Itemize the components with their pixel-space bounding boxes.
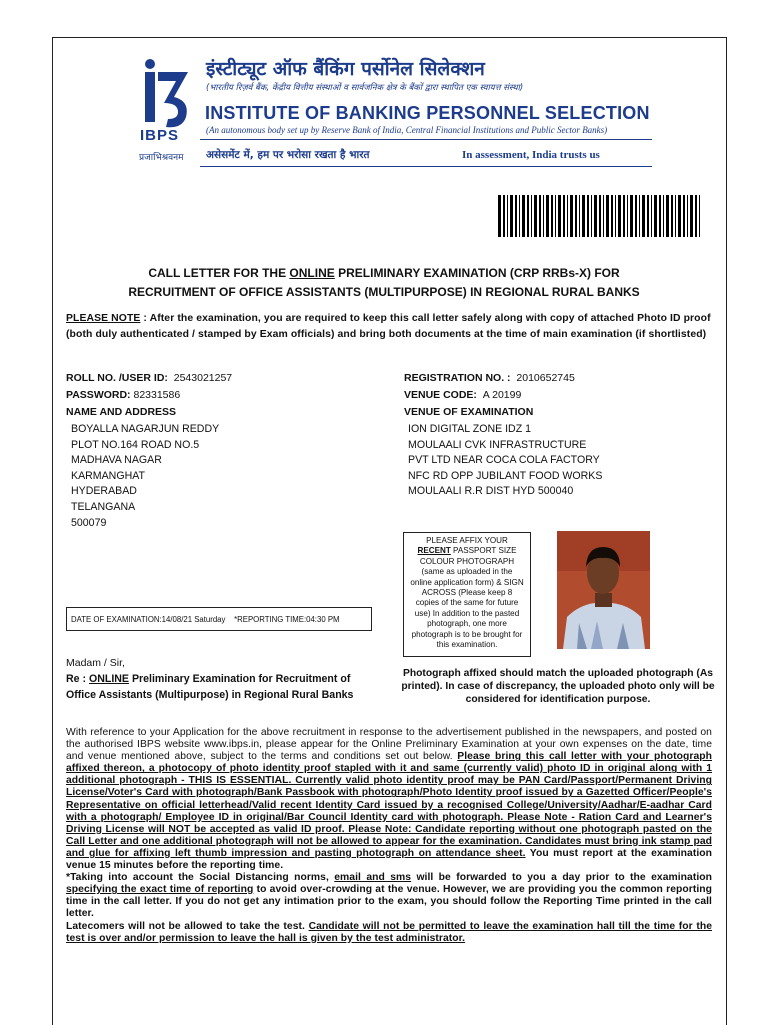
document-title-line1: CALL LETTER FOR THE ONLINE PRELIMINARY EXAMINATION (CRP RRBs-X) FOR [148,266,620,280]
venue-code: VENUE CODE: A 20199 [404,389,522,401]
roll-number: ROLL NO. /USER ID: 2543021257 [66,372,233,384]
name-address-label: NAME AND ADDRESS [66,406,177,418]
photo-match-note: Photograph affixed should match the uploaded photograph (As printed). In case of discrepancy, the uploaded photo only will be considered for identification purpose. [401,668,715,705]
ibps-logo-icon [138,57,196,165]
org-subtitle-hindi: (भारतीय रिज़र्व बैंक, केंद्रीय वित्तीय संस्थाओं व सार्वजनिक क्षेत्र के बैंकों द्वारा स्थापित एक स्वायत्त संस्था) [206,83,524,93]
org-name: INSTITUTE OF BANKING PERSONNEL SELECTION [205,103,650,123]
password: PASSWORD: 82331586 [66,389,181,401]
exam-date-box: DATE OF EXAMINATION:14/08/21 Saturday *REPORTING TIME:04:30 PM [66,607,372,631]
please-note: PLEASE NOTE : After the examination, you are required to keep this call letter safely along with copy of attached Photo ID proof (both duly authenticated / stamped by Exam officials) and bring both documents at the time of main examination (if shortlisted) [66,313,711,340]
photo-affix-box: PLEASE AFFIX YOUR RECENT PASSPORT SIZE COLOUR PHOTOGRAPH (same as uploaded in the online application form) & SIGN ACROSS (Please keep 8 copies of the same for future use) In addition to the pasted photograph, one more photograph is to be brought for this examination. [403,532,531,657]
instructions-body: With reference to your Application for the above recruitment in response to the advertisement published in the newspapers, and posted on the authorised IBPS website www.ibps.in, please appear for the Online Preliminary Examination at your own expenses on the date, time and venue mentioned above, subject to the terms and conditions set out below. Please bring this call letter with your photograph affixed thereon, a photocopy of photo identity proof stapled with it and same (currently valid) photo ID in original along with 1 additional photograph - THIS IS ESSENTIAL. Currently valid photo identity proof may be PAN Card/Passport/Permanent Driving License/Voter's Card with photograph/Bank Passbook with photograph/Photo Identity proof issued by a Gazetted Officer/People's Representative on official letterhead/Valid recent Identity Card issued by a recognised College/University/Aadhar/E-aadhar Card with a photograph/ Employee ID in original/Bar Council Identity card with photograph. Please Note - Ration Card and Learner's Driving License will NOT be accepted as valid ID proof. Please Note: Candidate reporting without one photograph pasted on the Call Letter and one additional photograph will not be allowed to appear for the examination. Candidates must bring ink stamp pad and glue for affixing left thumb impression and pasting photograph on attendance sheet. You must report at the examination venue 15 minutes before the reporting time. *Taking into account the Social Distancing norms, email and sms will be forwarded to you a day prior to the examination specifying the exact time of reporting to avoid over-crowding at the venue. However, we are providing you the common reporting time in the call letter. If you do not get any intimation prior to the exam, you should follow the Reporting Time printed in the call letter. Latecomers will not be allowed to take the test. Candidate will not be permitted to leave the examination hall till the time for the test is over and/or permission to leave the hall is given by the test administrator. [66,727,712,944]
header-divider [200,166,652,167]
greeting: Madam / Sir, [66,657,125,669]
org-subtitle: (An autonomous body set up by Reserve Bank of India, Central Financial Institutions and Public Sector Banks) [206,125,608,135]
document-title-line2: RECRUITMENT OF OFFICE ASSISTANTS (MULTIPURPOSE) IN REGIONAL RURAL BANKS [128,285,640,299]
venue-address: ION DIGITAL ZONE IDZ 1 MOULAALI CVK INFRASTRUCTURE PVT LTD NEAR COCA COLA FACTORY NFC RD OPP JUBILANT FOOD WORKS MOULAALI R.R DIST HYD 500040 [408,423,603,498]
org-name-hindi: इंस्टीट्यूट ऑफ बैंकिंग पर्सोनेल सिलेक्शन [206,58,485,80]
candidate-photo [557,531,650,649]
logo-text: IBPS [140,127,180,144]
tagline: In assessment, India trusts us [462,149,600,161]
candidate-address: BOYALLA NAGARJUN REDDY PLOT NO.164 ROAD NO.5 MADHAVA NAGAR KARMANGHAT HYDERABAD TELANGANA 500079 [71,423,220,529]
tagline-hindi: असेसमेंट में, हम पर भरोसा रखता है भारत [206,149,370,161]
barcode [498,195,704,237]
registration-number: REGISTRATION NO. : 2010652745 [404,372,575,384]
venue-label: VENUE OF EXAMINATION [404,406,534,418]
subject-line: Re : ONLINE Preliminary Examination for Recruitment of Office Assistants (Multipurpose) in Regional Rural Banks [66,673,354,701]
header-divider [200,139,652,140]
logo-hindi-text: प्रजाभिश्रवनम [139,153,184,163]
